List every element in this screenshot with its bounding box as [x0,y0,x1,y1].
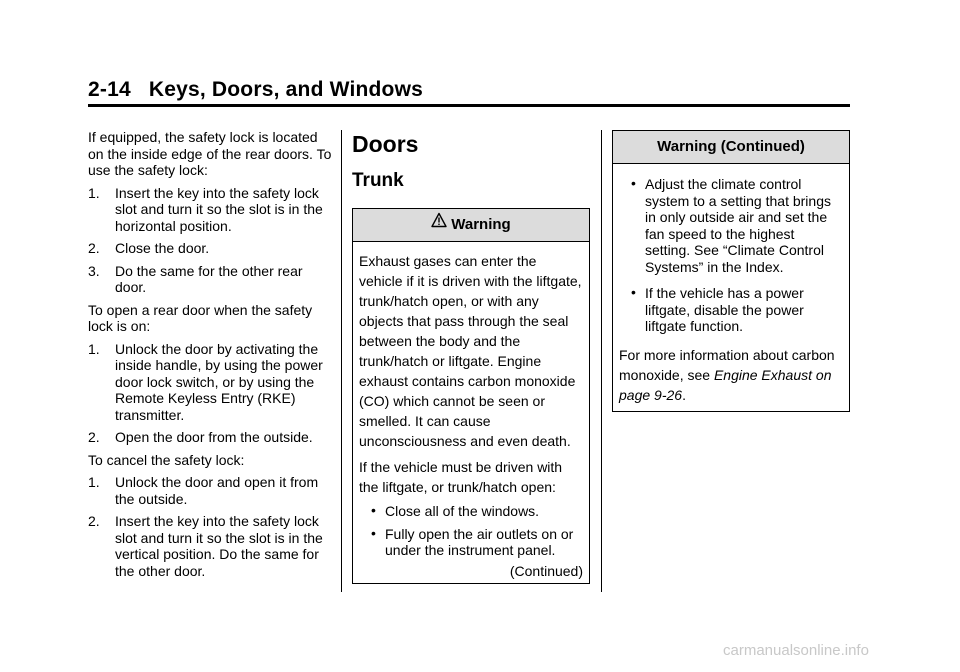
item-text: Insert the key into the safety lock slot and turn it so the slot is in the horizontal position. [115,184,323,234]
subsection-heading: Trunk [352,170,404,191]
item-text: Open the door from the outside. [115,429,313,445]
item-number: 2. [88,240,100,256]
column-1 [88,129,334,585]
warning-box [352,208,590,584]
page-number: 2-14 [88,78,131,101]
more-info-end: . [682,386,686,403]
item-number: 1. [88,474,100,490]
page-header [88,78,423,102]
item-text: Unlock the door and open it from the outside. [115,474,319,507]
bullet-dot-icon: • [371,524,376,541]
item-number: 2. [88,513,100,529]
bullet-text: Adjust the climate control system to a setting that brings in only outside air and set the fan speed to the highest setting. See “Climate Control Systems” in the Index. [645,176,831,275]
item-text: Close the door. [115,240,210,256]
bullet-dot-icon: • [371,502,376,518]
watermark: carmanualsonline.info [723,642,869,659]
warning-title: Warning [451,216,511,233]
paragraph: To cancel the safety lock: [88,451,245,468]
list-item [88,429,334,446]
column-divider [341,130,342,592]
list-item [88,341,334,424]
warning-box [612,130,850,412]
column-3 [612,130,850,412]
item-number: 1. [88,184,100,201]
warning-body [353,242,589,583]
warning-body [613,164,849,411]
header-rule [88,104,850,107]
bullet-text: Fully open the air outlets on or under the instrument panel. [385,525,574,558]
list-item [88,240,334,257]
cross-reference-link[interactable]: Engine Exhaust on page 9-26 [619,366,832,403]
list-item [88,474,334,507]
warning-triangle-icon [431,208,447,240]
bullet-item [619,176,843,275]
item-text: Unlock the door by activating the inside handle, by using the power door lock switch, or by using the Remote Keyless Entry (RKE) transmitter. [115,340,323,423]
bullet-text: If the vehicle has a power liftgate, disable the power liftgate function. [645,285,804,334]
bullet-dot-icon: • [631,175,636,191]
bullet-dot-icon: • [631,284,636,300]
bullet-item [359,526,583,559]
item-text: Insert the key into the safety lock slot and turn it so the slot is in the vertical position. Do the same for the other door. [115,513,323,579]
column-2 [352,130,590,584]
warning-text: If the vehicle must be driven with the liftgate, or trunk/hatch open: [359,459,563,495]
warning-header [353,209,589,242]
warning-header: Warning (Continued) [613,131,849,164]
item-text: Do the same for the other rear door. [115,262,303,295]
section-heading: Doors [352,131,419,157]
item-number: 3. [88,262,100,279]
list-item [88,185,334,235]
item-number: 2. [88,429,100,445]
list-item [88,513,334,579]
list-item [88,263,334,296]
column-divider [601,130,602,592]
item-number: 1. [88,340,100,357]
warning-text: Exhaust gases can enter the vehicle if it is driven with the liftgate, trunk/hatch open, or with any objects that pass through the seal between the body and the trunk/hatch or liftgate. Engine exhaust contains carbon monoxide (CO) which cannot be seen or smelled. It can cause unconsciousness and even death. [359,253,582,449]
more-info [619,345,843,405]
paragraph: If equipped, the safety lock is located on the inside edge of the rear doors. To use the safety lock: [88,129,332,178]
more-info-text: For more information about carbon monoxide, see [619,346,835,383]
bullet-item [359,503,583,520]
continued-label: (Continued) [509,562,583,579]
bullet-item [619,285,843,335]
bullet-text: Close all of the windows. [385,503,540,519]
paragraph: To open a rear door when the safety lock is on: [88,301,313,334]
section-title: Keys, Doors, and Windows [148,78,423,101]
